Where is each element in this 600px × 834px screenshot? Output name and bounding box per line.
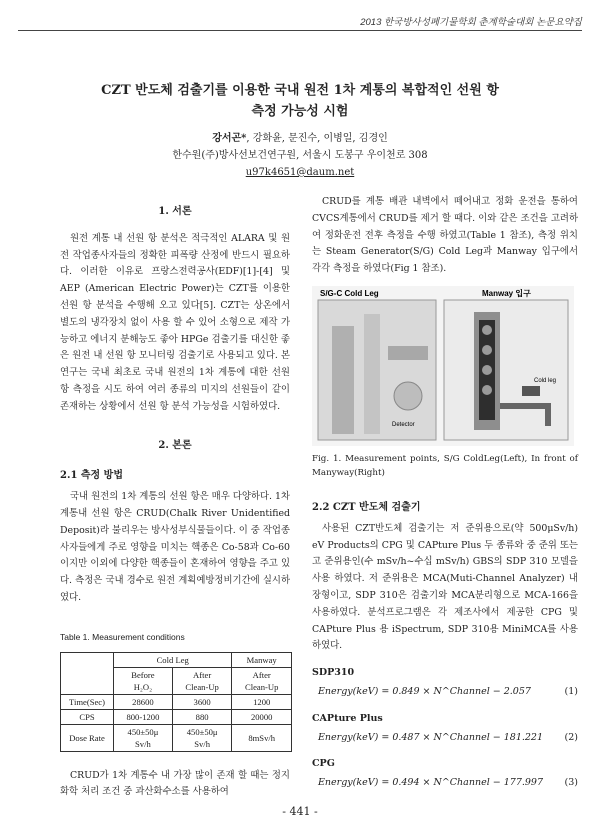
fig-label-right: Manway 입구 bbox=[482, 288, 531, 298]
author-names bbox=[0, 130, 600, 147]
col-after-1: After Clean-Up bbox=[172, 667, 232, 694]
col-before: Before H₂O₂ bbox=[114, 667, 173, 694]
fig-label-detector: Detector bbox=[392, 421, 415, 428]
section-intro-body: 원전 계통 내 선원 항 분석은 적극적인 ALARA 및 원전 작업종사자들의 정확한 피폭량 산정에 반드시 필요하다. 이러한 이유로 프랑스전력공사(EDF)[1]-[4] 및 AEP (American Electric Power)는 CZT를 이용한 선원 항 분석을 수행해 오고 있다[5]. CZT는 상온에서 별도의 냉각장치 없이 사용 할 수 있어 소형으로 제작 가능하고 에너지 분해능도 좋아 HPGe 검출기를 대신한 좋은 원전 내 선원 항 모니터링 검출기로 사용되고 있다. 본 연구는 국내 최초로 국내 원전의 1차 계통에 대한 선원 항 측정을 시도 하여 여러 종류의 미지의 선원들이 같이 존재하는 상황에서 선원 항 분석 가능성을 시험하였다. bbox=[60, 232, 290, 412]
header-rule bbox=[18, 30, 582, 31]
figure-illustration bbox=[312, 286, 574, 446]
left-column bbox=[60, 194, 290, 801]
subsection-method-body: 국내 원전의 1차 계통의 선원 항은 매우 다양하다. 1차 계통내 선원 항은 CRUD(Chalk River Unidentified Deposit)라 불리우는 방사성부식물들이다. 이 중 작업종사자들에게 주로 영향을 미치는 핵종은 Co-58과 Co-60이지만 이외에 다양한 핵종들이 혼재하여 영향을 주고 있다. 측정은 국내 경수로 원전 계획예방정비기간에 실시하였다. bbox=[60, 491, 290, 603]
table-row: Time(Sec) 28600 3600 1200 bbox=[61, 694, 292, 709]
col-after-2: After Clean-Up bbox=[232, 667, 292, 694]
subsection-czt-heading: 2.2 CZT 반도체 검출기 bbox=[312, 501, 421, 513]
equation-1: Energy(keV) = 0.849 × N^Channel − 2.057 (1) bbox=[318, 685, 578, 697]
right-column bbox=[312, 194, 578, 794]
page-number: - 441 - bbox=[282, 805, 318, 818]
fig-label-coldleg: Cold leg bbox=[534, 377, 557, 384]
left-tail-text: CRUD가 1차 계통수 내 가장 많이 존재 할 때는 정지화학 처리 조건 중 과산화수소를 사용하여 bbox=[60, 769, 290, 798]
lead-author: 강서곤* bbox=[212, 133, 247, 144]
table-row: Dose Rate 450±50μ Sv/h 450±50μ Sv/h 8mSv/h bbox=[61, 724, 292, 751]
measurement-figure bbox=[312, 286, 574, 446]
author-email[interactable]: u97k4651@daum.net bbox=[245, 167, 355, 178]
title-line-2: 측정 가능성 시험 bbox=[251, 104, 349, 119]
measurement-table bbox=[60, 652, 292, 752]
title-line-1: CZT 반도체 검출기를 이용한 국내 원전 1차 계통의 복합적인 선원 항 bbox=[101, 83, 499, 98]
col-manway: Manway bbox=[232, 652, 292, 667]
affiliation: 한수원(주)방사선보건연구원, 서울시 도봉구 우이천로 308 bbox=[172, 150, 428, 161]
right-intro-text: CRUD를 계통 배관 내벽에서 떼어내고 정화 운전을 통하여 CVCS계통에서 CRUD를 제거 할 때다. 이와 같은 조건을 고려하여 정화운전 전후 측정을 수행 하였고(Table 1 참조), 측정 위치는 Steam Generator(S/G) Cold Leg과 Manway 입구에서 각각 측정을 하였다(Fig 1 참조). bbox=[312, 196, 578, 275]
table-caption: Table 1. Measurement conditions bbox=[60, 631, 185, 642]
header-note: 2013 한국방사성폐기물학회 춘계학술대회 논문요약집 bbox=[360, 17, 582, 28]
subsection-czt-body: 사용된 CZT반도체 검출기는 저 준위용으로(약 500μSv/h) eV Products의 CPG 및 CAPture Plus 두 종류와 중 준위 또는 고 준위용인(수 mSv/h~수십 mSv/h) GBS의 SDP 310 모델을 사용 하였다. 저 준위용은 MCA(Muti-Channel Analyzer) 내장형이고, SDP 310은 검출기와 MCA분리형으로 MCA-166을 사용하였다. 분석프로그램은 각 제조사에서 제공한 CPG 및 CAPture Plus 용 iSpectrum, SDP 310용 MiniMCA를 사용하였다. bbox=[312, 522, 578, 652]
section-main-heading: 2. 본론 bbox=[158, 439, 192, 451]
paper-title bbox=[40, 80, 560, 122]
author-block bbox=[0, 130, 600, 181]
col-cold-leg: Cold Leg bbox=[114, 652, 232, 667]
eq3-label: CPG bbox=[312, 758, 335, 770]
subsection-method-heading: 2.1 측정 방법 bbox=[60, 470, 124, 482]
co-authors: , 강화윤, 문진수, 이병일, 김경인 bbox=[246, 133, 388, 144]
fig-label-left: S/G-C Cold Leg bbox=[320, 288, 379, 298]
eq2-label: CAPture Plus bbox=[312, 712, 383, 724]
figure-caption: Fig. 1. Measurement points, S/G ColdLeg(Left), In front of Manyway(Right) bbox=[312, 453, 578, 478]
equation-3: Energy(keV) = 0.494 × N^Channel − 177.997 (3) bbox=[318, 777, 578, 789]
eq1-label: SDP310 bbox=[312, 667, 355, 679]
table-row: CPS 800-1200 880 20000 bbox=[61, 709, 292, 724]
equation-2: Energy(keV) = 0.487 × N^Channel − 181.221 (2) bbox=[318, 731, 578, 743]
section-intro-heading: 1. 서론 bbox=[158, 206, 192, 217]
